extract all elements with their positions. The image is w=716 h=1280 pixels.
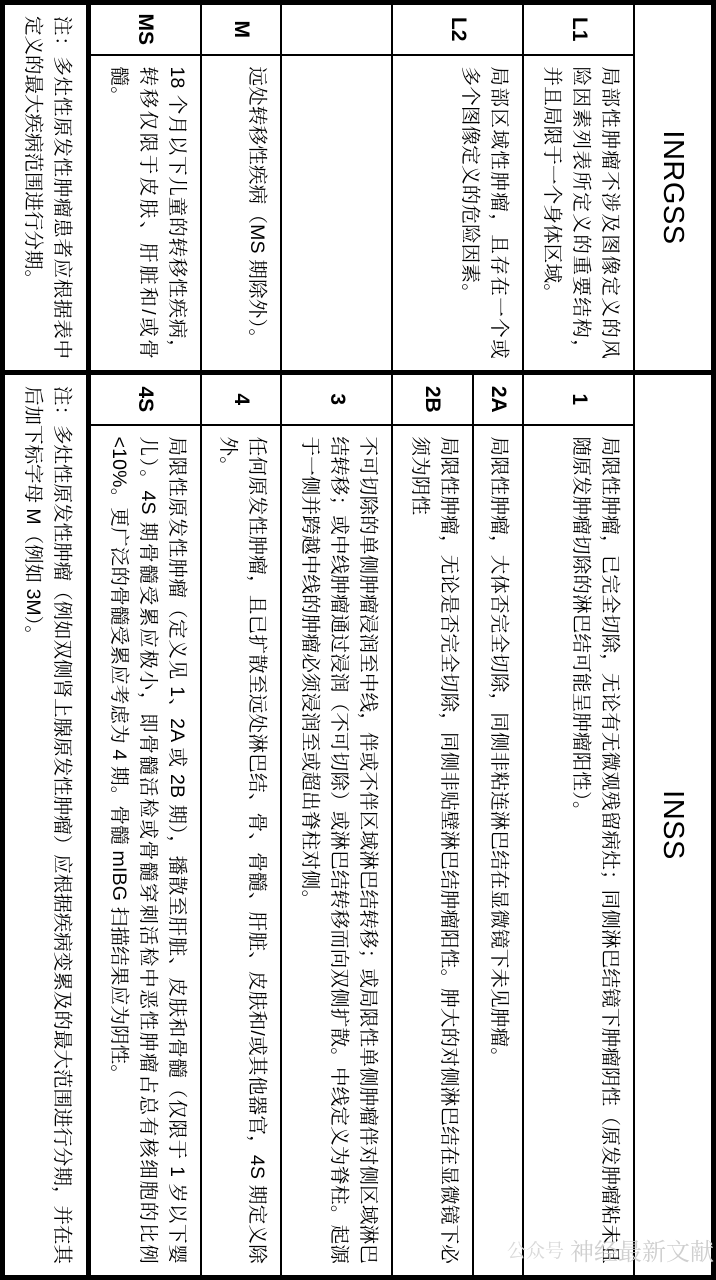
- table-row: [473, 3, 524, 1278]
- stage-code-ms: MS: [88, 3, 200, 55]
- watermark-prefix: 公众号: [506, 1239, 564, 1262]
- table-header-row: [634, 3, 714, 1278]
- stage-desc-empty-1: [281, 55, 392, 373]
- stage-desc-1: 局限性肿瘤，已完全切除，无论有无微观残留病灶；同侧淋巴结镜下肿瘤阴性（原发肿瘤粘未且随原发肿瘤切除的淋巴结可能呈肿瘤阳性）。: [523, 425, 634, 1278]
- header-inss: INSS: [634, 373, 714, 1278]
- stage-code-4: 4: [201, 373, 282, 425]
- stage-code-l2: L2: [392, 3, 523, 55]
- table-row: [88, 3, 200, 1278]
- header-inrgss: INRGSS: [634, 3, 714, 373]
- stage-desc-m: 远处转移性疾病（MS 期除外）。: [201, 55, 282, 373]
- stage-desc-l2: 局部区域性肿瘤，且存在一个或多个图像定义的危险因素。: [392, 55, 523, 373]
- table-note-row: [3, 3, 89, 1278]
- stage-desc-ms: 18 个月以下儿童的转移性疾病，转移仅限于皮肤、肝脏和/或骨髓。: [88, 55, 200, 373]
- stage-code-m: M: [201, 3, 282, 55]
- stage-code-2a: 2A: [473, 373, 524, 425]
- table-row: [201, 3, 282, 1278]
- stage-desc-2b: 局限性肿瘤，无论是否完全切除，同侧非贴壁淋巴结肿瘤阳性。肿大的对侧淋巴结在显微镜下必须为阴性: [392, 425, 473, 1278]
- stage-code-1: 1: [523, 373, 634, 425]
- stage-code-3: 3: [281, 373, 392, 425]
- stage-desc-4s: 局限性原发性肿瘤（定义见 1、2A 或 2B 期），播散至肝脏、皮肤和骨髓（仅限于 1 岁以下婴儿）。4S 期骨髓受累应极小，即骨髓活检或骨髓穿刺活检中恶性肿瘤占总有核细胞的比例<10%。更广泛的骨髓受累应考虑为 4 期。骨髓 mIBG 扫描结果应为阴性。: [88, 425, 200, 1278]
- stage-code-4s: 4S: [88, 373, 200, 425]
- watermark-text: 神经最新文献: [570, 1237, 714, 1266]
- stage-desc-4: 任何原发性肿瘤，且已扩散至远处淋巴结、骨、骨髓、肝脏、皮肤和/或其他器官，4S 期定义除外。: [201, 425, 282, 1278]
- stage-code-l1: L1: [523, 3, 634, 55]
- note-inss: 注：多灶性原发性肿瘤（例如双侧肾上腺原发性肿瘤）应根据疾病变累及的最大范围进行分期，并在其后加下标字母 M（例如 3M）。: [3, 373, 89, 1278]
- stage-desc-l1: 局部性肿瘤不涉及图像定义的风险因素列表所定义的重要结构，并且局限于一个身体区域。: [523, 55, 634, 373]
- table-row: [281, 3, 392, 1278]
- stage-desc-3: 不可切除的单侧肿瘤浸润至中线，伴或不伴区域淋巴结转移；或局限性单侧肿瘤伴对侧区域淋巴结转移；或中线肿瘤通过浸润（不可切除）或淋巴结转移而向双侧扩散。中线定义为脊柱。起源于一侧并跨越中线的肿瘤必须浸润至或超出脊柱对侧。: [281, 425, 392, 1278]
- stage-code-2b: 2B: [392, 373, 473, 425]
- stage-desc-2a: 局限性肿瘤，大体否完全切除，同侧非粘连淋巴结在显微镜下未见肿瘤。: [473, 425, 524, 1278]
- table-body: [3, 3, 635, 1278]
- table-row: [523, 3, 634, 1278]
- stage-code-empty-1: [281, 3, 392, 55]
- note-inrgss: 注：多灶性原发性肿瘤患者应根据表中定义的最大疾病范围进行分期。: [3, 3, 89, 373]
